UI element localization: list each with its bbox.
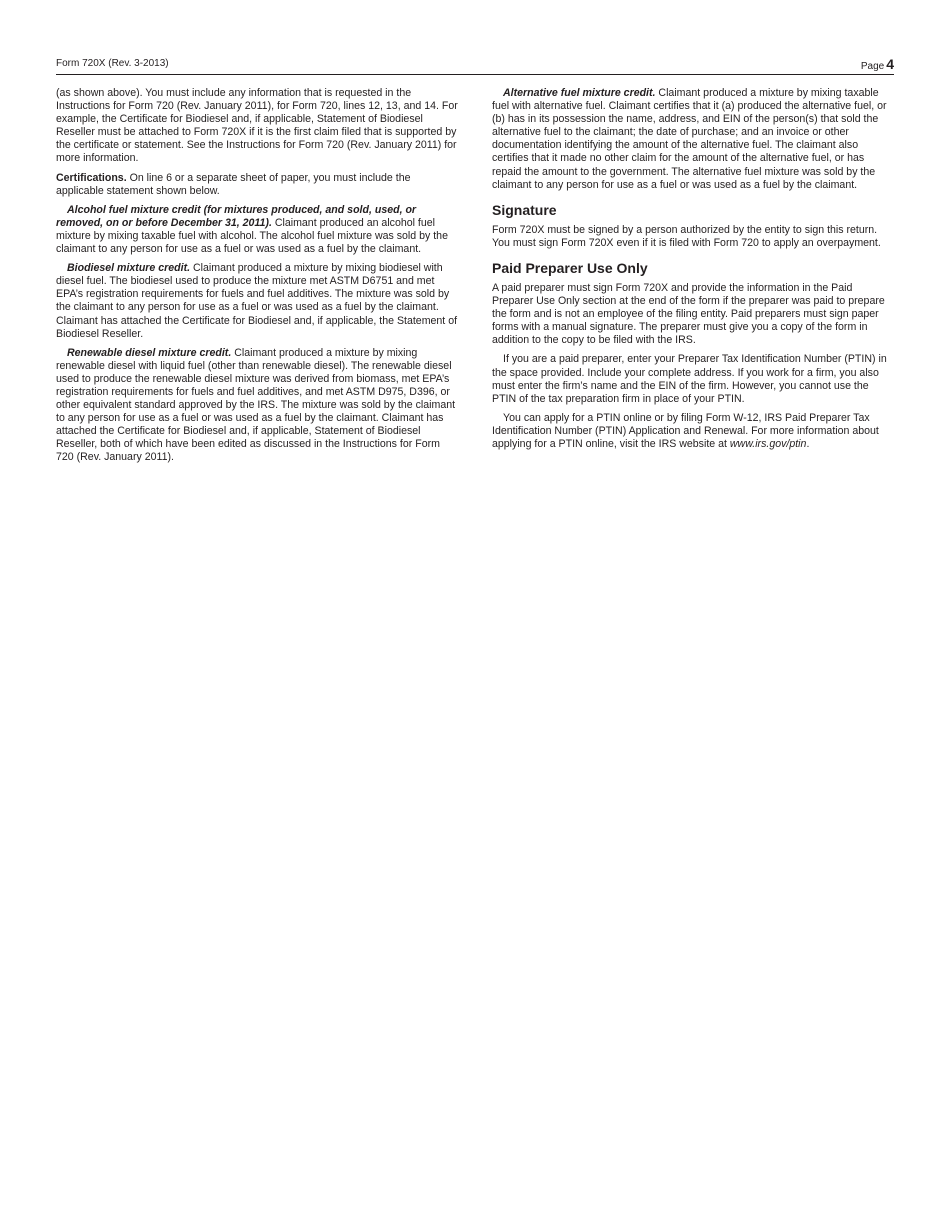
paid-preparer-heading: Paid Preparer Use Only xyxy=(492,259,648,276)
alternative-text: Claimant produced a mixture by mixing taxable fuel with alternative fuel. Claimant certifies that it (a) produced the alternative fuel, or (b) has in its possession the name, address, and EIN of the person(s) that sold the alternative fuel to the claimant; the date of purchase; and an invoice or other documentation identifying the amount of the alternative fuel. The claimant also certifies that it made no other claim for the amount of the alternative fuel, or has repaid the amount to the government. The alternative fuel mixture was sold by the claimant to any person for use as a fuel or was used as a fuel by the claimant. xyxy=(492,87,887,191)
alternative-heading: Alternative fuel mixture credit. xyxy=(503,87,656,99)
left-column xyxy=(56,87,458,471)
certifications-heading: Certifications. xyxy=(56,171,127,184)
form-title: Form 720X (Rev. 3-2013) xyxy=(56,58,169,69)
renewable-heading: Renewable diesel mixture credit. xyxy=(67,346,232,359)
renewable-paragraph xyxy=(56,347,458,465)
biodiesel-paragraph xyxy=(56,262,458,341)
ptin-text: You can apply for a PTIN online or by filing Form W-12, IRS Paid Preparer Tax Identification Number (PTIN) Application and Renewal. For more information about applying for a PTIN online, visit the IRS website at xyxy=(492,411,879,450)
alternative-paragraph xyxy=(492,87,894,192)
certifications-text: On line 6 or a separate sheet of paper, you must include the applicable statement shown below. xyxy=(56,171,411,197)
right-column xyxy=(492,87,894,457)
paid-preparer-paragraph-3 xyxy=(492,412,894,451)
certifications-paragraph xyxy=(56,172,458,198)
page-header xyxy=(56,56,894,75)
alcohol-heading: Alcohol fuel mixture credit (for mixtures produced, and sold, used, or removed, on or before December 31, 2011). xyxy=(56,203,417,229)
page-label: Page xyxy=(860,61,885,72)
paid-preparer-paragraph-1: A paid preparer must sign Form 720X and provide the information in the Paid Preparer Use Only section at the end of the form if the preparer was paid to prepare the form and is not an employee of the filing entity. Paid preparers must sign paper forms with a manual signature. The preparer must give you a copy of the form in addition to the copy to be filed with the IRS. xyxy=(492,281,885,347)
renewable-text: Claimant produced a mixture by mixing renewable diesel with liquid fuel (other than renewable diesel). The renewable diesel used to produce the renewable diesel mixture was derived from biomass, met EPA’s registration requirements for fuels and fuel additives, and met ASTM D975, D396, or other equivalent standard approved by the IRS. The mixture was sold by the claimant to any person for use as a fuel or was used as a fuel by the claimant. Claimant has attached the Certificate for Biodiesel and, if applicable, Statement of Biodiesel Reseller, both of which have been edited as discussed in the Instructions for Form 720 (Rev. January 2011). xyxy=(56,346,456,464)
intro-paragraph: (as shown above). You must include any information that is requested in the Instructions for Form 720 (Rev. January 2011), for Form 720, lines 12, 13, and 14. For example, the Certificate for Biodiesel and, if applicable, Statement of Biodiesel Reseller must be attached to Form 720X if it is the first claim filed that is supported by the certificate or statement. See the Instructions for Form 720 (Rev. January 2011) for more information. xyxy=(56,87,458,165)
biodiesel-heading: Biodiesel mixture credit. xyxy=(67,262,191,275)
page-number: 4 xyxy=(886,56,894,72)
signature-heading: Signature xyxy=(492,201,557,218)
irs-ptin-link[interactable]: www.irs.gov/ptin xyxy=(729,437,807,450)
ptin-text-end: . xyxy=(806,437,810,450)
biodiesel-text: Claimant produced a mixture by mixing biodiesel with diesel fuel. The biodiesel used to produce the mixture met ASTM D6751 and met EPA’s registration requirements for fuels and fuel additives. The mixture was sold by the claimant to any person for use as a fuel or was used as a fuel by the claimant. Claimant has attached the Certificate for Biodiesel and, if applicable, the Statement of Biodiesel Reseller. xyxy=(56,262,458,340)
alcohol-text: Claimant produced an alcohol fuel mixture by mixing taxable fuel with alcohol. The alcohol fuel mixture was sold by the claimant to any person for use as a fuel or was used as a fuel by the claimant. xyxy=(56,216,448,256)
paid-preparer-paragraph-2: If you are a paid preparer, enter your Preparer Tax Identification Number (PTIN) in the space provided. Include your complete address. If you work for a firm, you also must enter the firm’s name and the EIN of the firm. However, you cannot use the PTIN of the tax preparation firm in place of your PTIN. xyxy=(492,353,887,405)
signature-paragraph: Form 720X must be signed by a person authorized by the entity to sign this return. You must sign Form 720X even if it is filed with Form 720 to apply an overpayment. xyxy=(492,223,881,249)
alcohol-paragraph xyxy=(56,204,458,256)
page-indicator xyxy=(861,56,894,72)
